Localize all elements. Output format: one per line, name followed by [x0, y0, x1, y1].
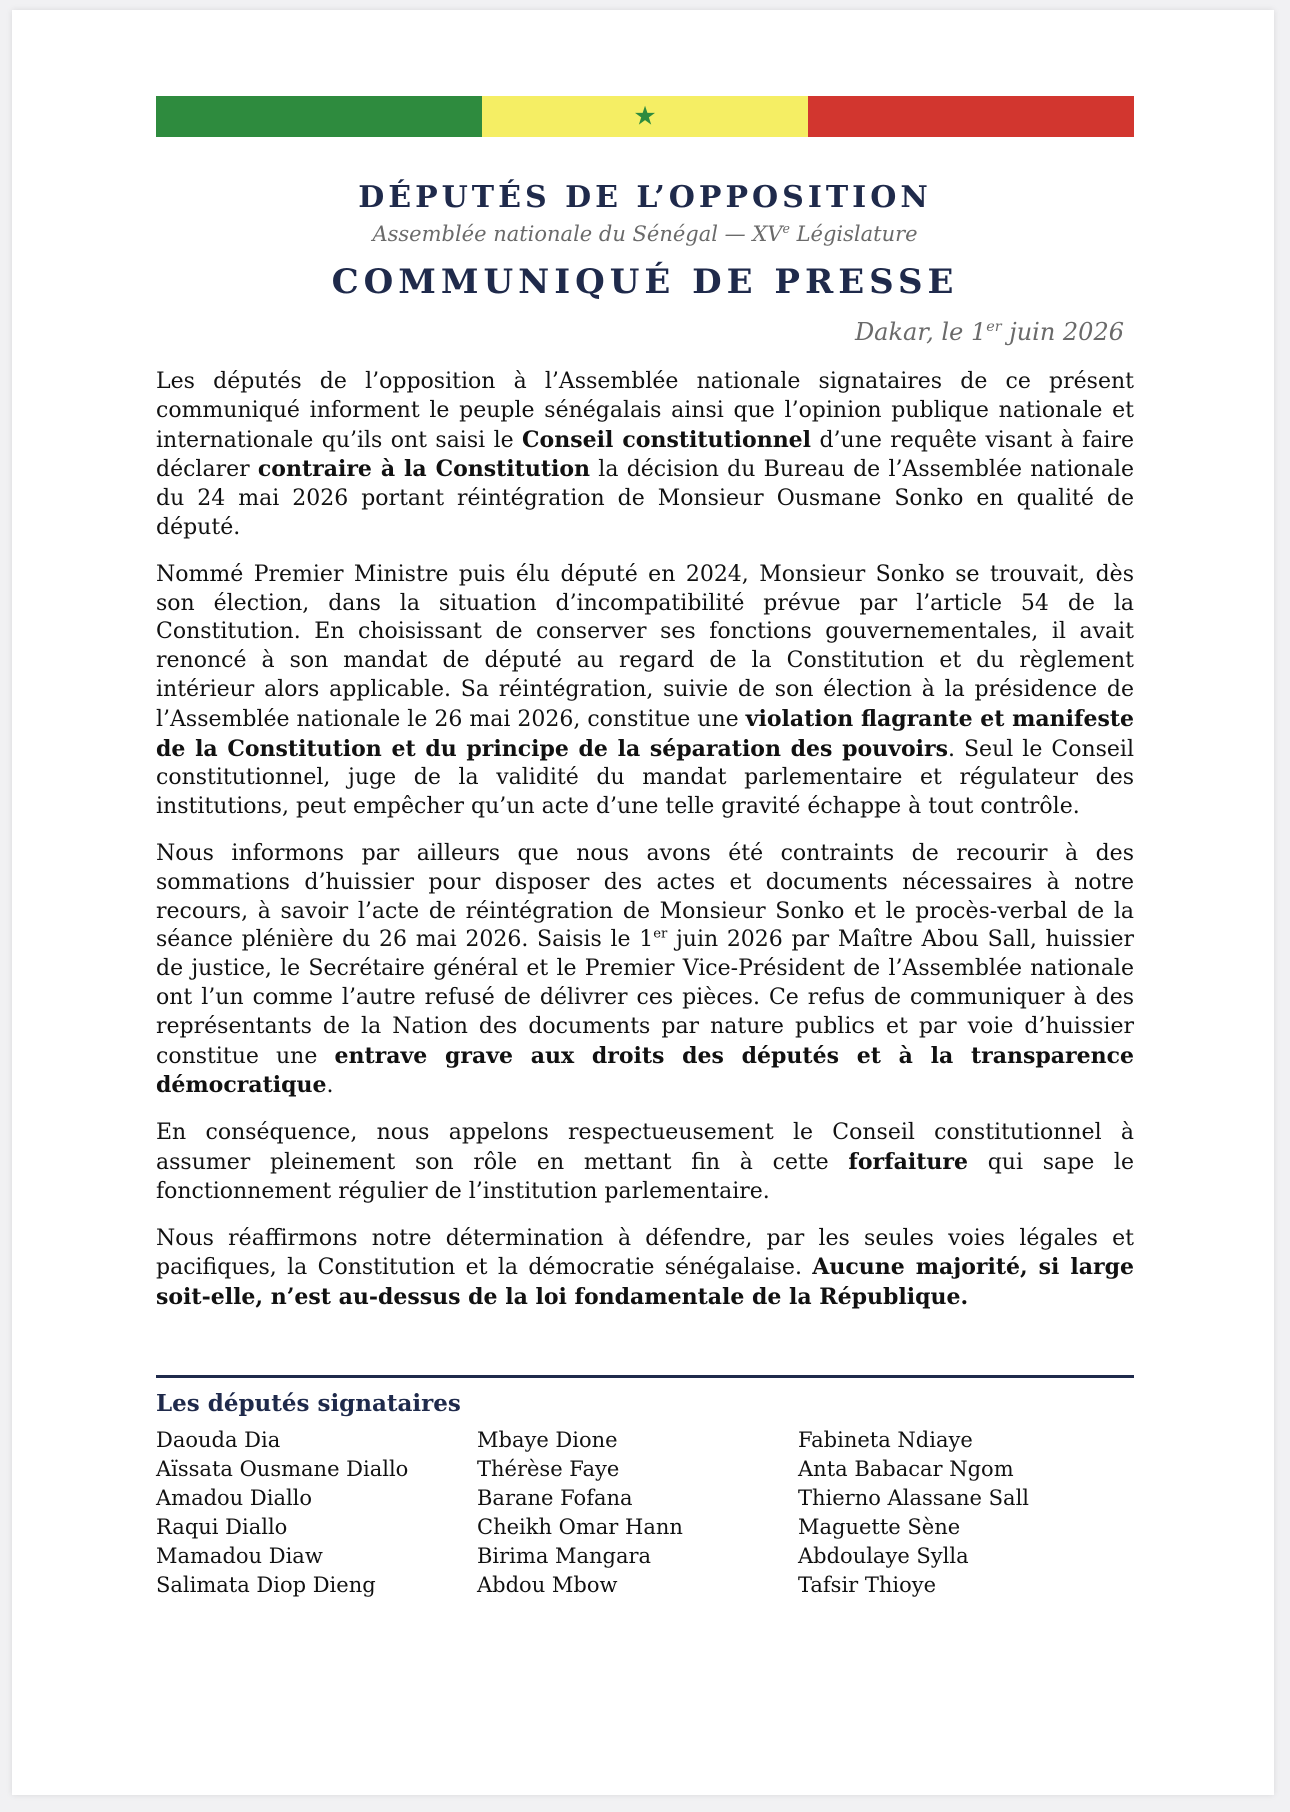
paragraph-bold-text: Aucune majorité, si large soit-elle, n’est au-dessus de la loi fondamentale de la République.: [156, 1254, 1134, 1311]
flag-yellow-band: [482, 96, 808, 137]
flag-green-band: [156, 96, 482, 137]
section-divider: [156, 1375, 1134, 1378]
paragraph-2: [156, 561, 1134, 822]
date-line: [855, 318, 1124, 346]
signatories-column-2: [477, 1426, 798, 1600]
signatory-name: Birima Mangara: [477, 1544, 652, 1568]
subtitle-text-end: Législature: [789, 222, 918, 246]
paragraph-text: d’une requête visant à faire déclarer: [156, 427, 1134, 483]
paragraph-text: Nous réaffirmons notre détermination à défendre, par les seules voies légales et pacifiques, la Constitution et la démocratie sénégalaise.: [156, 1225, 1134, 1281]
document-type-title: COMMUNIQUÉ DE PRESSE: [331, 262, 959, 302]
subtitle-superscript: e: [782, 221, 790, 236]
signatory-name: Abdou Mbow: [477, 1573, 618, 1597]
signatory-name: Aïssata Ousmane Diallo: [156, 1457, 409, 1481]
subtitle-text-start: Assemblée nationale du Sénégal — XV: [372, 222, 783, 246]
senegal-flag-banner: [156, 96, 1134, 137]
signatories-list: [156, 1426, 1134, 1600]
signatory-name: Cheikh Omar Hann: [477, 1515, 683, 1539]
paragraph-text: .: [326, 1073, 334, 1099]
signatory-name: Fabineta Ndiaye: [798, 1428, 973, 1452]
paragraph-text: En conséquence, nous appelons respectueusement le Conseil constitutionnel à assumer pleinement son rôle en mettant fin à cette: [156, 1120, 1134, 1175]
signatory-name: Mbaye Dione: [477, 1428, 618, 1452]
signatory-name: Amadou Diallo: [156, 1486, 313, 1510]
paragraph-text: Nous informons par ailleurs que nous avons été contraints de recourir à des sommations d’huissier pour disposer des actes et documents nécessaires à notre recours, à savoir l’acte de réintégration de Monsieur Sonko et le procès-verbal de la séance plénière du 26 mai 2026. Saisis le 1: [156, 840, 1134, 953]
paragraph-4: [156, 1119, 1134, 1206]
star-icon: ★: [633, 100, 657, 131]
date-text-start: Dakar, le 1: [854, 318, 987, 346]
signatory-name: Salimata Diop Dieng: [156, 1573, 376, 1597]
signatory-name: Abdoulaye Sylla: [798, 1544, 969, 1568]
signatories-column-3: [798, 1426, 1134, 1600]
flag-red-band: [808, 96, 1134, 137]
paragraph-text: Les députés de l’opposition à l’Assemblée nationale signataires de ce présent communiqué informent le peuple sénégalais ainsi que l’opinion publique nationale et internationale qu’ils ont saisi le: [156, 369, 1134, 453]
signatories-column-1: [156, 1426, 477, 1600]
paragraph-bold-text: forfaiture: [848, 1148, 968, 1175]
paragraph-text: juin 2026 par Maître Abou Sall, huissier de justice, le Secrétaire général et le Premier Vice-Président de l’Assemblée nationale ont l’un comme l’autre refusé de délivrer ces pièces. Ce refus de communiquer à des représentants de la Nation des documents par nature publics et par voie d’huissier constitue une: [156, 927, 1134, 1069]
paragraph-1: [156, 368, 1134, 543]
signatory-name: Daouda Dia: [156, 1428, 281, 1452]
paragraph-bold-text: violation flagrante et manifeste de la Constitution et du principe de la séparation des pouvoirs: [156, 705, 1134, 762]
press-release-body: [156, 368, 1134, 1331]
press-release-page: [12, 10, 1274, 1795]
organization-subtitle: [156, 222, 1134, 246]
paragraph-5: [156, 1225, 1134, 1313]
paragraph-bold-text: Conseil constitutionnel: [522, 426, 812, 453]
date-superscript: er: [986, 319, 1002, 335]
signatories-heading: Les députés signataires: [156, 1390, 461, 1417]
signatory-name: Thierno Alassane Sall: [798, 1486, 1029, 1510]
signatory-name: Maguette Sène: [798, 1515, 961, 1539]
paragraph-text: Nommé Premier Ministre puis élu député en 2024, Monsieur Sonko se trouvait, dès son élection, dans la situation d’incompatibilité prévue par l’article 54 de la Constitution. En choisissant de conserver ses fonctions gouvernementales, il avait renoncé à son mandat de député au regard de la Constitution et du règlement intérieur alors applicable. Sa réintégration, suivie de son élection à la présidence de l’Assemblée nationale le 26 mai 2026, constitue une: [156, 561, 1134, 732]
paragraph-superscript: er: [653, 927, 668, 943]
paragraph-3: [156, 840, 1134, 1101]
paragraph-text: qui sape le fonctionnement régulier de l’institution parlementaire.: [156, 1149, 1134, 1204]
signatory-name: Thérèse Faye: [477, 1457, 620, 1481]
signatory-name: Anta Babacar Ngom: [798, 1457, 1014, 1481]
paragraph-text: la décision du Bureau de l’Assemblée nationale du 24 mai 2026 portant réintégration de Monsieur Ousmane Sonko en qualité de député.: [156, 457, 1135, 540]
organization-title: DÉPUTÉS DE L’OPPOSITION: [358, 180, 932, 215]
paragraph-bold-text: contraire à la Constitution: [257, 456, 591, 483]
signatory-name: Mamadou Diaw: [156, 1544, 323, 1568]
paragraph-text: . Seul le Conseil constitutionnel, juge de la validité du mandat parlementaire et régulateur des institutions, peut empêcher qu’un acte d’une telle gravité échappe à tout contrôle.: [156, 736, 1135, 820]
paragraph-bold-text: entrave grave aux droits des députés et à la transparence démocratique: [156, 1042, 1134, 1099]
date-text-end: juin 2026: [1001, 318, 1124, 346]
signatory-name: Tafsir Thioye: [798, 1573, 937, 1597]
signatory-name: Barane Fofana: [477, 1486, 633, 1510]
signatory-name: Raqui Diallo: [156, 1515, 288, 1539]
